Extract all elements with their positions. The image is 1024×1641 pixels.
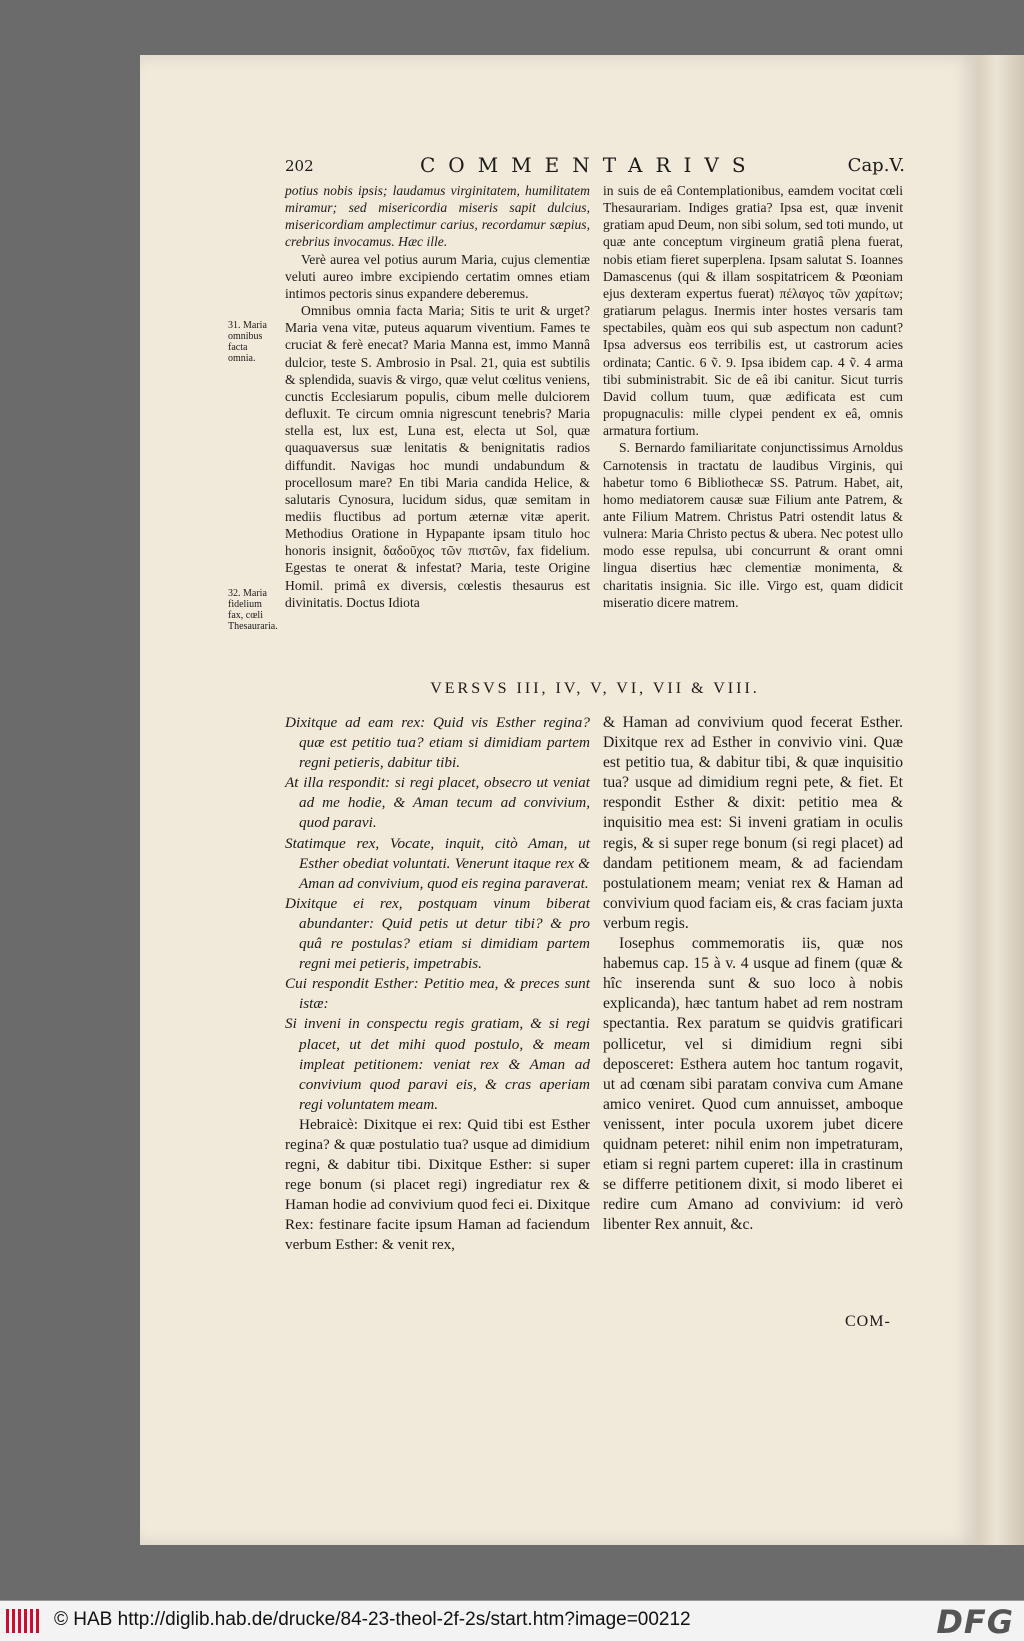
paragraph: Verè aurea vel potius aurum Maria, cujus clementiæ veluti aureo imbre excipiendo certatim omnes etiam intimos pectoris sinus expandere deberemus.	[285, 251, 590, 301]
dfg-logo: DFG	[936, 1603, 1014, 1641]
verse-text: Statimque rex, Vocate, inquit, citò Aman, ut Esther obediat voluntati. Venerunt itaque rex & Aman ad convivium, quod eis regina paraverat.	[285, 834, 590, 892]
chapter-label: Cap.V.	[847, 155, 905, 176]
running-title: COMMENTARIVS	[420, 153, 759, 177]
verse-text: Dixitque ad eam rex: Quid vis Esther regina? quæ est petitio tua? etiam si dimidiam partem regni petieris, dabitur tibi.	[285, 714, 590, 772]
paragraph: potius nobis ipsis; laudamus virginitatem, humilitatem miramur; sed misericordia miseris sapit dulcius, misericordiam amplectimur carius, recordamur sæpius, crebrius invocamus. Hæc ille.	[285, 183, 590, 250]
page-fold	[978, 55, 1024, 1545]
paragraph: S. Bernardo familiaritate conjunctissimus Arnoldus Carnotensis in tractatu de laudibus Virginis, qui habetur tomo 6 Bibliothecæ SS. Patrum. Habet, ait, homo mediatorem causæ suæ Filium ante Patrem, & ante Filium Matrem. Christus Patri ostendit latus & vulnera: Maria Christo pectus & ubera. Nec potest ullo modo esse repulsa, ubi concurrunt & orant omni lingua disertius hæc clementiæ monimenta, & charitatis insignia. Sic ille. Virgo est, quam didicit miseratio dicere matrem.	[603, 440, 903, 610]
copyright-text: © HAB	[54, 1609, 113, 1630]
top-left-column	[285, 182, 590, 611]
bottom-right-column	[603, 713, 903, 1235]
catchword: COM-	[845, 1313, 891, 1330]
paragraph: & Haman ad convivium quod fecerat Esther. Dixitque rex ad Esther in convivio vini. Quæ est petitio tua, & dabitur tibi, & quæ inquisitio tua? usque ad dimidium regni pete, & fiet. Et respondit Esther & dixit: petitio mea & inquisitio mea est: Si inveni gratiam in oculis regis, & si super rege bonum (si regi placet) ad dandam petitionem meam, & ad faciendam postulationem meam; veniat rex & Haman ad convivium quod faciam eis, & cras faciam juxta verbum regis.	[603, 714, 903, 932]
verse-text: Si inveni in conspectu regis gratiam, & si regi placet, ut det mihi quod postulo, & meam impleat petitionem: veniat rex & Aman ad convivium quod paravi eis, & cras aperiam regi voluntatem meam.	[285, 1015, 590, 1113]
hebraice-paragraph: Hebraicè: Dixitque ei rex: Quid tibi est Esther regina? & quæ postulatio tua? usque ad dimidium regni, & dabitur tibi. Dixitque Esther: si super rege bonum (si placet regi) ingrediatur rex & Haman hodie ad convivium quod feci ei. Dixitque Rex: festinare facite ipsum Haman ad faciendum verbum Esther: & venit rex,	[285, 1115, 590, 1254]
top-right-column	[603, 182, 903, 611]
running-head	[285, 153, 905, 181]
viewer-footer	[0, 1600, 1024, 1641]
verse-text: Dixitque ei rex, postquam vinum biberat abundanter: Quid petis ut detur tibi? & pro quâ re postulas? etiam si dimidiam partem regni mei petieris, impetrabis.	[285, 894, 590, 973]
marginal-note: 31. Maria omnibus facta omnia.	[228, 320, 267, 364]
verse-text: Cui respondit Esther: Petitio mea, & preces sunt istæ:	[285, 975, 590, 1013]
verses-column	[285, 713, 590, 1256]
page-number: 202	[285, 157, 314, 175]
hab-logo-icon	[6, 1609, 46, 1633]
source-link[interactable]	[54, 1609, 691, 1631]
paragraph: Iosephus commemoratis iis, quæ nos habemus cap. 15 à v. 4 usque ad finem (quæ & hîc inserenda sunt & suo loco à nobis explicanda), hæc tantum habet ad rem nostram spectantia. Rex paratum se quidvis gratificari pollicetur, vel si dimidium regni sibi deposceret: Esthera autem hoc tantum rogavit, ut ad cœnam sibi paratam conviva cum Amane amico veniret. Quod cum annuisset, amboque venissent, inter pocula uxorem jubet dicere quidnam peteret: nihil enim non impetraturam, etiam si regni partem cuperet: illa in crastinum se differre petitionem dixit, si modo liberet ei redire cum Amano ad convivium: id verò libenter Rex annuit, &c.	[603, 935, 903, 1234]
verse-text: At illa respondit: si regi placet, obsecro ut veniat ad me hodie, & Aman tecum ad convivium, quod paravi.	[285, 774, 590, 832]
marginal-note: 32. Maria fidelium fax, cœli Thesauraria.	[228, 588, 278, 632]
paragraph: in suis de eâ Contemplationibus, eamdem vocitat cœli Thesaurariam. Indiges gratia? Ipsa est, quæ invenit gratiam apud Deum, non sibi solum, sed toti mundo, ut quæ ante conceptum virgineum gratiâ plena fuerat, nobis etiam fieret superplena. Ipsam salutat S. Ioannes Damascenus (qui & illam sospitatricem & Pœoniam ejus dexteram expertus fuerat) πέλαγος τῶν χαρίτων; gratiarum pelagus. Inermis inter hostes versaris tam spectabiles, quàm eos qui sub aspectum non cadunt? Ipsa adversus eos terribilis est, ut castrorum acies ordinata; Cantic. 6 ṽ. 9. Ipsa ibidem cap. 4 ṽ. 4 arma tibi subministrabit. Sic de eâ ibi canitur. Sicut turris David collum tuum, quæ ædificata est cum propugnaculis: mille clypei pendent ex eâ, omnis armatura fortium.	[603, 183, 903, 439]
url-text: http://diglib.hab.de/drucke/84-23-theol-2f-2s/start.htm?image=00212	[117, 1609, 691, 1630]
paragraph: Omnibus omnia facta Maria; Sitis te urit & urget? Maria vena vitæ, puteus aquarum viventium. Fames te cruciat & ferè enecat? Maria Manna est, immo Mannâ dulcior, teste S. Ambrosio in Psal. 21, quia est subtilis & splendida, suavis & virgo, quæ velut cœlitus veniens, cunctis Ecclesiarum populis, cibum melle dulciorem defluxit. Te circum omnia nigrescunt tenebris? Maria stella est, lux est, Luna est, electa ut Sol, quæ quaquaversus suæ lenitatis & benignitatis radios diffundit. Navigas hoc mundi undabundum & procellosum mare? En tibi Maria candida Helice, & salutaris Cynosura, lucidum sidus, quæ semitam in mediis fluctibus ad portum æternæ vitæ aperit. Methodius Oratione in Hypapante ipsam titulo hoc honoris insignit, δαδοῦχος τῶν πιστῶν, fax fidelium. Egestas te onerat & infestat? Maria, teste Origine Homil. primâ ex diversis, cœlestis thesaurus est divinitatis. Doctus Idiota	[285, 303, 590, 610]
verse-heading: VERSVS III, IV, V, VI, VII & VIII.	[430, 680, 760, 697]
